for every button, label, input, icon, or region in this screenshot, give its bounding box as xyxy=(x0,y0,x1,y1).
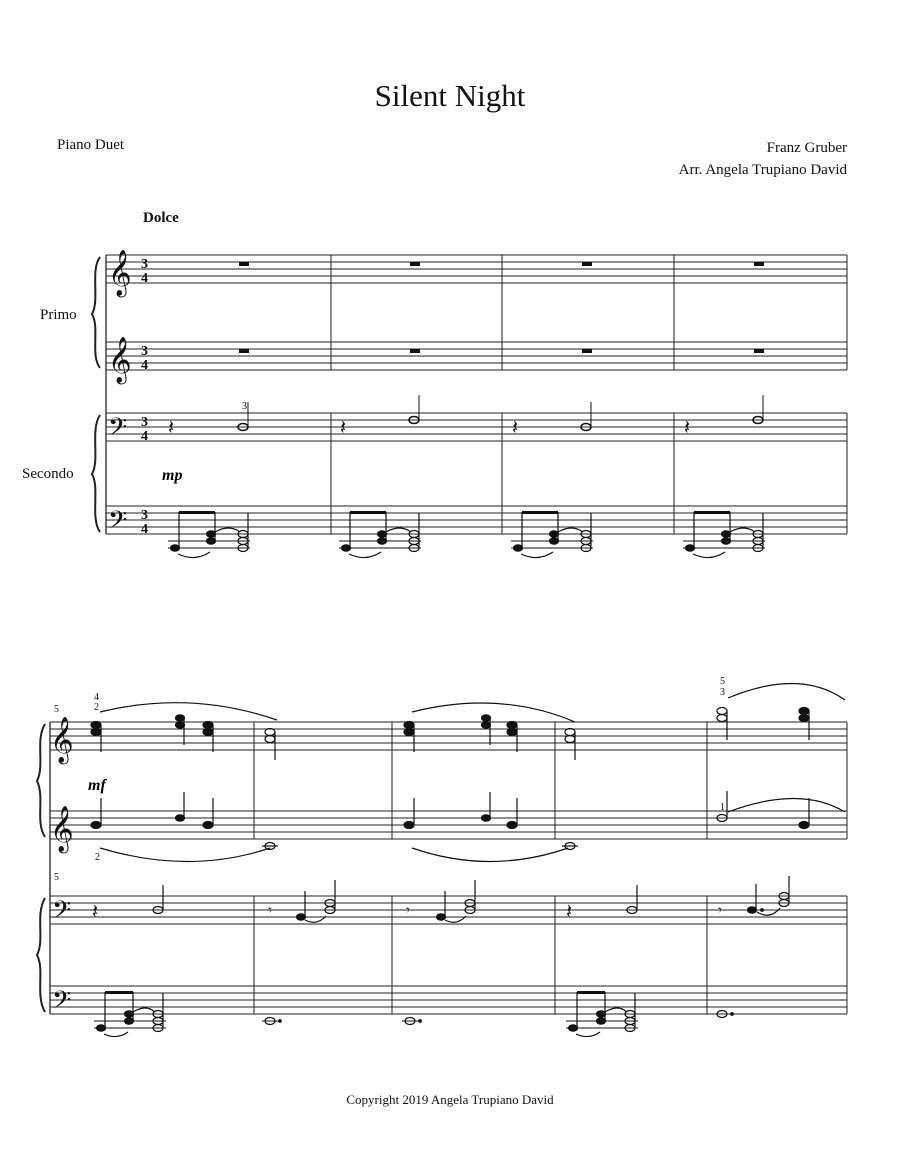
staff-primo-treble-1 xyxy=(106,255,847,283)
time-sig-top: 3 xyxy=(141,344,148,359)
dynamic-mf: mf xyxy=(88,777,106,794)
measure-6-secondo-upper xyxy=(268,880,335,922)
measure-8-primo-upper xyxy=(565,729,575,761)
time-sig-top: 3 xyxy=(141,508,148,523)
measure-9-secondo-upper xyxy=(718,876,789,919)
fingering: 5 xyxy=(720,676,725,687)
svg-text:𝄽: 𝄽 xyxy=(92,899,99,923)
copyright-notice: Copyright 2019 Angela Trupiano David xyxy=(346,1092,554,1107)
ledger-lines xyxy=(168,541,765,548)
fingering: 1 xyxy=(720,802,725,813)
staff-secondo-bass-1 xyxy=(106,413,847,441)
treble-clef-icon: 𝄞 xyxy=(50,806,74,852)
time-sig-bottom: 4 xyxy=(141,271,148,286)
bass-clef-icon: 𝄢 xyxy=(108,413,128,448)
staff-primo-treble-2 xyxy=(106,342,847,370)
time-sig-bottom: 4 xyxy=(141,358,148,373)
composer-name: Franz Gruber xyxy=(766,140,847,156)
svg-text:𝄽: 𝄽 xyxy=(512,415,519,439)
time-sig-top: 3 xyxy=(141,257,148,272)
piece-title: Silent Night xyxy=(374,78,526,113)
svg-text:𝄽: 𝄽 xyxy=(684,415,691,439)
svg-text:𝄽: 𝄽 xyxy=(168,415,175,439)
measure-9-primo-upper xyxy=(717,683,845,740)
bass-clef-icon: 𝄢 xyxy=(52,986,72,1021)
part-label-primo: Primo xyxy=(40,307,77,323)
dynamic-mp: mp xyxy=(162,467,183,484)
arranger-name: Arr. Angela Trupiano David xyxy=(678,162,847,178)
fingering: 2 xyxy=(94,702,99,713)
measure-6-secondo-lower xyxy=(262,1018,281,1025)
treble-clef-icon: 𝄞 xyxy=(108,250,132,296)
measure-4-secondo-upper xyxy=(684,395,763,439)
part-label-secondo: Secondo xyxy=(22,466,74,482)
time-sig-top: 3 xyxy=(141,415,148,430)
fingering: 3 xyxy=(242,401,247,412)
fingering: 2 xyxy=(95,852,100,863)
tempo-marking: Dolce xyxy=(143,210,179,226)
measure-7-primo-upper xyxy=(404,703,575,752)
treble-clef-icon: 𝄞 xyxy=(50,717,74,763)
treble-clef-icon: 𝄞 xyxy=(108,337,132,383)
measure-5-primo-upper xyxy=(91,703,277,752)
measure-number: 5 xyxy=(54,872,59,883)
measure-9-primo-lower xyxy=(717,791,845,829)
svg-text:𝄽: 𝄽 xyxy=(566,899,573,923)
svg-text:𝄾: 𝄾 xyxy=(406,901,410,919)
fingering: 3 xyxy=(720,687,725,698)
measure-2-secondo-upper xyxy=(340,395,419,439)
staff-secondo-bass-4 xyxy=(50,986,847,1014)
staff-secondo-bass-3 xyxy=(50,896,847,924)
measure-7-secondo-lower xyxy=(402,1018,421,1025)
measure-8-primo-lower xyxy=(562,843,578,850)
bass-clef-icon: 𝄢 xyxy=(52,896,72,931)
ensemble-label: Piano Duet xyxy=(57,137,125,153)
svg-text:𝄽: 𝄽 xyxy=(340,415,347,439)
svg-text:𝄾: 𝄾 xyxy=(268,901,272,919)
time-sig-bottom: 4 xyxy=(141,522,148,537)
measure-number: 5 xyxy=(54,704,59,715)
measure-6-primo-upper xyxy=(265,729,275,761)
measure-7-secondo-upper xyxy=(406,880,475,922)
measure-7-primo-lower xyxy=(404,792,568,862)
fingering: 4 xyxy=(94,692,99,703)
svg-text:𝄾: 𝄾 xyxy=(718,901,722,919)
measure-5-primo-lower xyxy=(91,792,270,862)
bass-clef-icon: 𝄢 xyxy=(108,506,128,541)
time-sig-bottom: 4 xyxy=(141,429,148,444)
